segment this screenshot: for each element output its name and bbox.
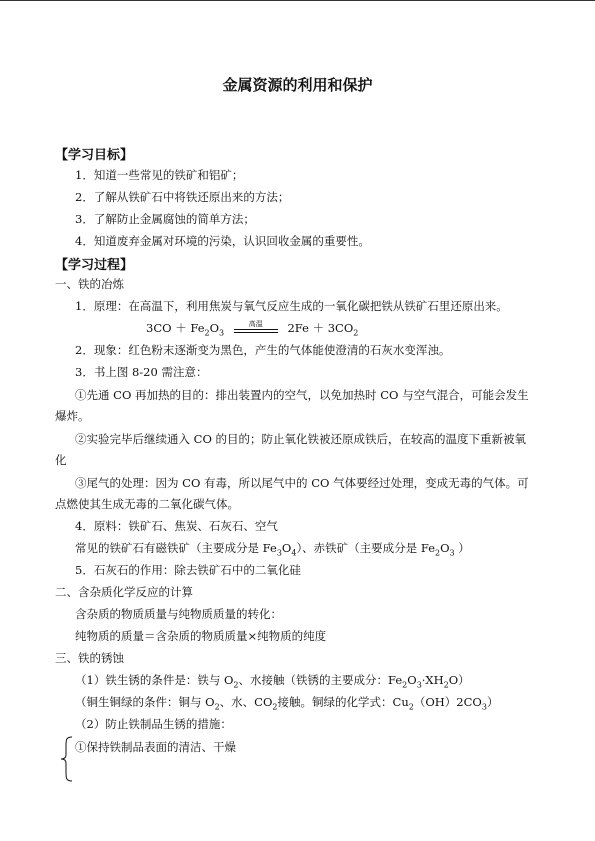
section-3-heading: 三、铁的锈蚀 (55, 651, 124, 665)
copper-green-text: （铜生铜绿的条件：铜与 $O_2$、水、$CO_2$接触。铜绿的化学式：$Cu_2(OH)2CO_3$） (75, 695, 499, 712)
raw-materials-text: 4．原料：铁矿石、焦炭、石灰石、空气 (75, 519, 278, 533)
limestone-role-text: 5．石灰石的作用：除去铁矿石中的二氧化硅 (75, 563, 301, 577)
ore-types-text: 常见的铁矿石有磁铁矿（主要成分是 $Fe_3O_4$）、赤铁矿（主要成分是 $Fe_2O_3$ ） (75, 541, 470, 558)
goal-item-2: 2．了解从铁矿石中将铁还原出来的方法； (75, 190, 290, 204)
page-title: 金属资源的利用和保护 (222, 76, 373, 94)
goal-item-3: 3．了解防止金属腐蚀的简单方法； (75, 212, 255, 226)
note-2-line-1: ②实验完毕后继续通入 CO 的目的；防止氧化铁被还原成铁后，在较高的温度下重新被氧 (75, 432, 527, 446)
prevention-item-1: ①保持铁制品表面的清洁、干燥 (75, 740, 236, 754)
impurity-conversion-text: 含杂质的物质质量与纯物质质量的转化： (75, 607, 282, 621)
reaction-condition: 高温 (248, 320, 263, 328)
section-1-heading: 一、铁的冶炼 (55, 277, 124, 291)
goal-item-1: 1．知道一些常见的铁矿和铝矿； (75, 168, 244, 182)
figure-note-heading: 3．书上图 8-20 需注意： (75, 365, 208, 379)
note-1-line-1: ①先通 CO 再加热的目的：排出装置内的空气，以免加热时 CO 与空气混合，可能会发生 (75, 388, 529, 402)
process-heading: 【学习过程】 (55, 258, 134, 273)
note-1-line-2: 爆炸。 (55, 409, 90, 423)
goals-heading: 【学习目标】 (55, 148, 134, 163)
header-rule (0, 0, 595, 1)
section-2-heading: 二、含杂质化学反应的计算 (55, 585, 193, 599)
note-3-line-2: 点燃使其生成无毒的二氧化碳气体。 (55, 497, 239, 511)
rust-condition-text: （1）铁生锈的条件是：铁与 $O_2$、水接触（铁锈的主要成分：$Fe_2O_3\cdot XH_2O$） (75, 673, 470, 690)
curly-brace-icon (60, 736, 74, 782)
reaction-equation: $3CO + Fe_2O_3$ 高温 $2Fe + 3CO_2$ (146, 320, 359, 338)
note-2-line-2: 化 (55, 453, 67, 467)
note-3-line-1: ③尾气的处理：因为 CO 有毒，所以尾气中的 CO 气体要经过处理，变成无毒的气体。可 (75, 476, 529, 490)
rust-prevention-heading: （2）防止铁制品生锈的措施： (75, 717, 232, 731)
principle-text: 1．原理：在高温下，利用焦炭与氧气反应生成的一氧化碳把铁从铁矿石里还原出来。 (75, 299, 508, 313)
phenomenon-text: 2．现象：红色粉末逐渐变为黑色，产生的气体能使澄清的石灰水变浑浊。 (75, 343, 451, 357)
goal-item-4: 4．知道废弃金属对环境的污染，认识回收金属的重要性。 (75, 234, 370, 248)
purity-formula-text: 纯物质的质量＝含杂质的物质质量×纯物质的纯度 (75, 629, 327, 643)
equals-arrow (234, 320, 278, 335)
